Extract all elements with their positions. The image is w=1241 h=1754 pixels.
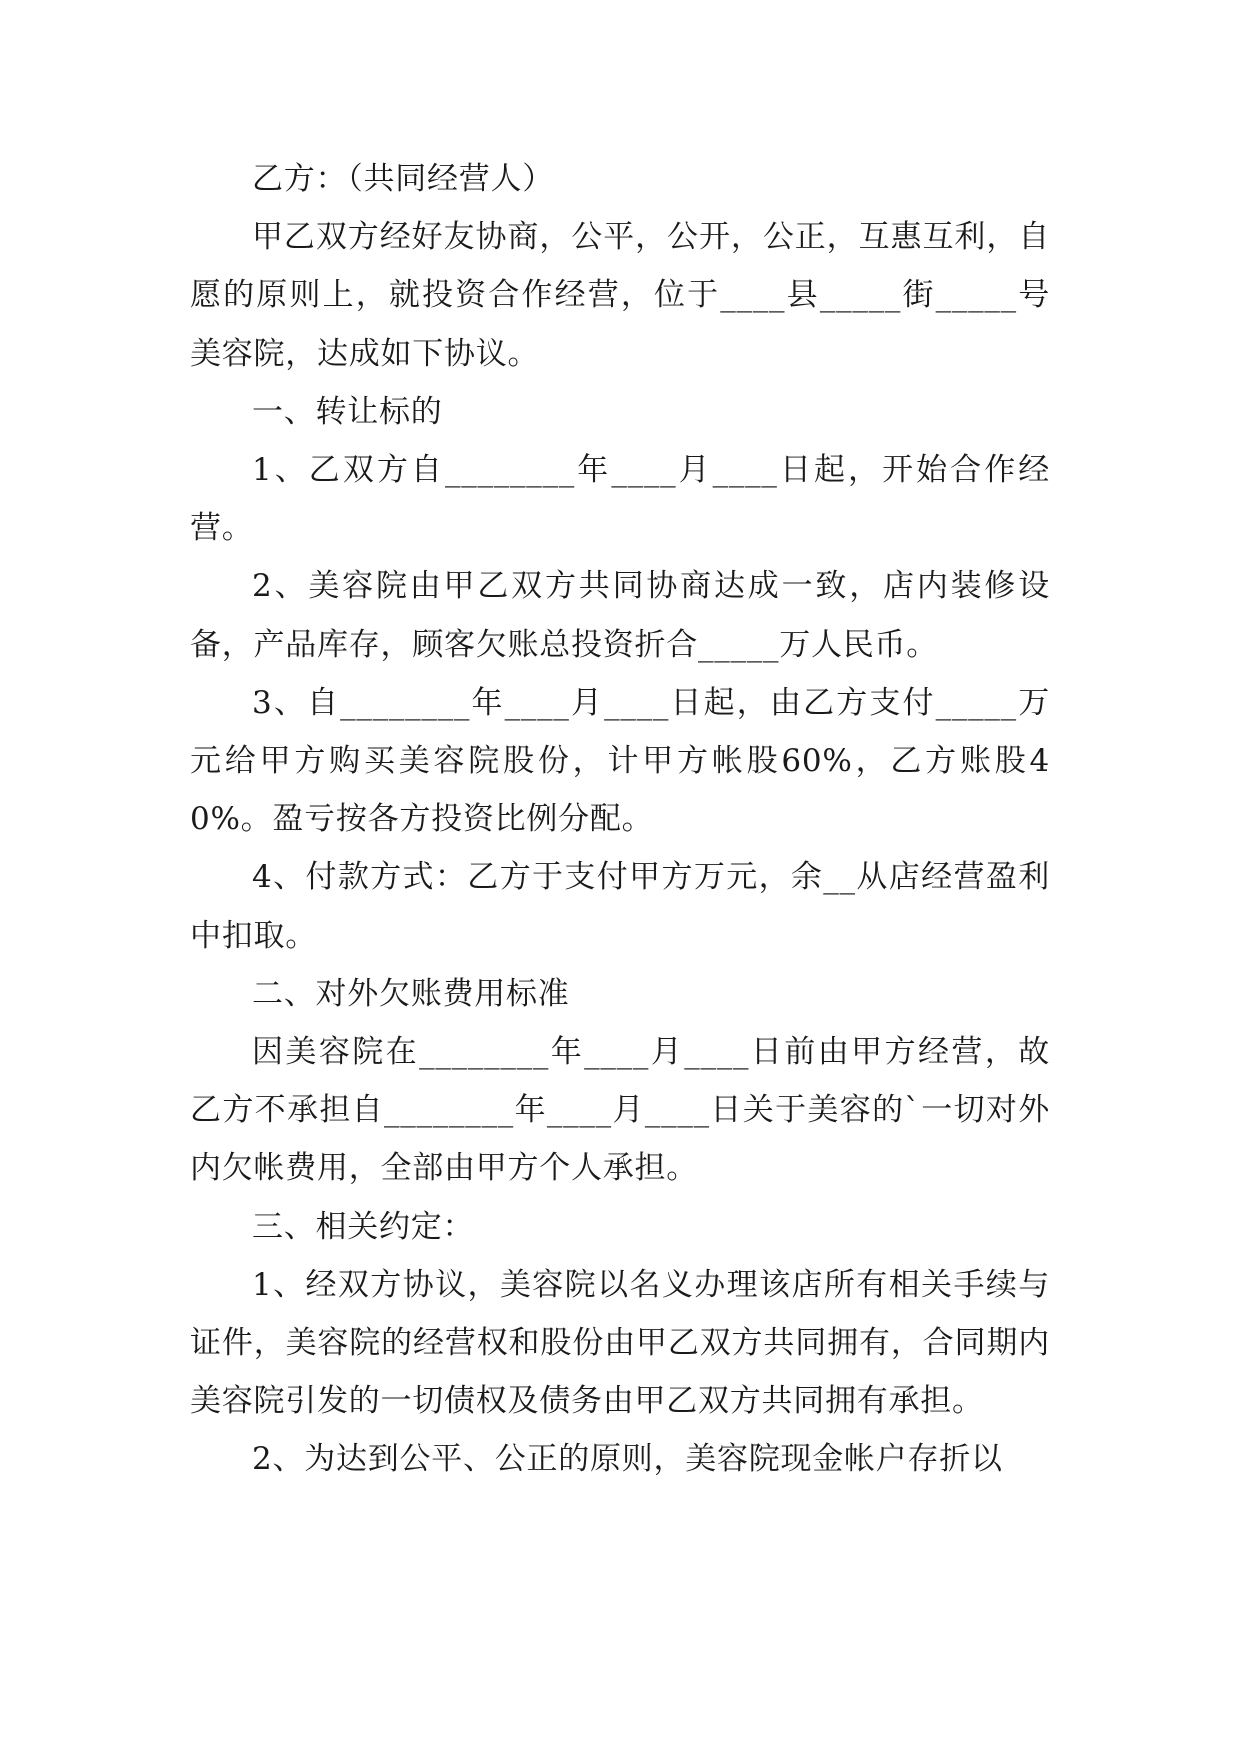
section-heading-external-debts: 二、对外欠账费用标准: [252, 975, 570, 1012]
external-debts-paragraph: 因美容院在________年____月____日前由甲方经营，故乙方不承担自________年____月____日关于美容的`一切对外内欠帐费用，全部由甲方个人承担。: [190, 1034, 1050, 1187]
clause-2-investment: 2、美容院由甲乙双方共同协商达成一致，店内装修设备，产品库存，顾客欠账总投资折合_____万人民币。: [190, 568, 1050, 663]
clause-1-start-date: 1、乙双方自________年____月____日起，开始合作经营。: [190, 452, 1050, 547]
clause-4-payment-method: 4、付款方式：乙方于支付甲方万元，余__从店经营盈利中扣取。: [190, 859, 1050, 954]
agreement-clause-2: 2、为达到公平、公正的原则，美容院现金帐户存折以: [252, 1441, 1003, 1478]
section-heading-transfer-subject: 一、转让标的: [252, 393, 443, 430]
preamble-paragraph: 甲乙双方经好友协商，公平，公开，公正，互惠互利，自愿的原则上，就投资合作经营，位于____县_____街_____号美容院，达成如下协议。: [190, 219, 1050, 372]
document-page: [190, 150, 1050, 1489]
agreement-clause-1: 1、经双方协议，美容院以名义办理该店所有相关手续与证件，美容院的经营权和股份由甲乙双方共同拥有，合同期内美容院引发的一切债权及债务由甲乙双方共同拥有承担。: [190, 1266, 1050, 1420]
section-heading-agreements: 三、相关约定：: [252, 1208, 475, 1245]
clause-3-share-purchase: 3、自________年____月____日起，由乙方支付_____万元给甲方购买美容院股份，计甲方帐股60%，乙方账股40%。盈亏按各方投资比例分配。: [190, 684, 1050, 838]
party-b-line: 乙方：（共同经营人）: [252, 161, 554, 197]
